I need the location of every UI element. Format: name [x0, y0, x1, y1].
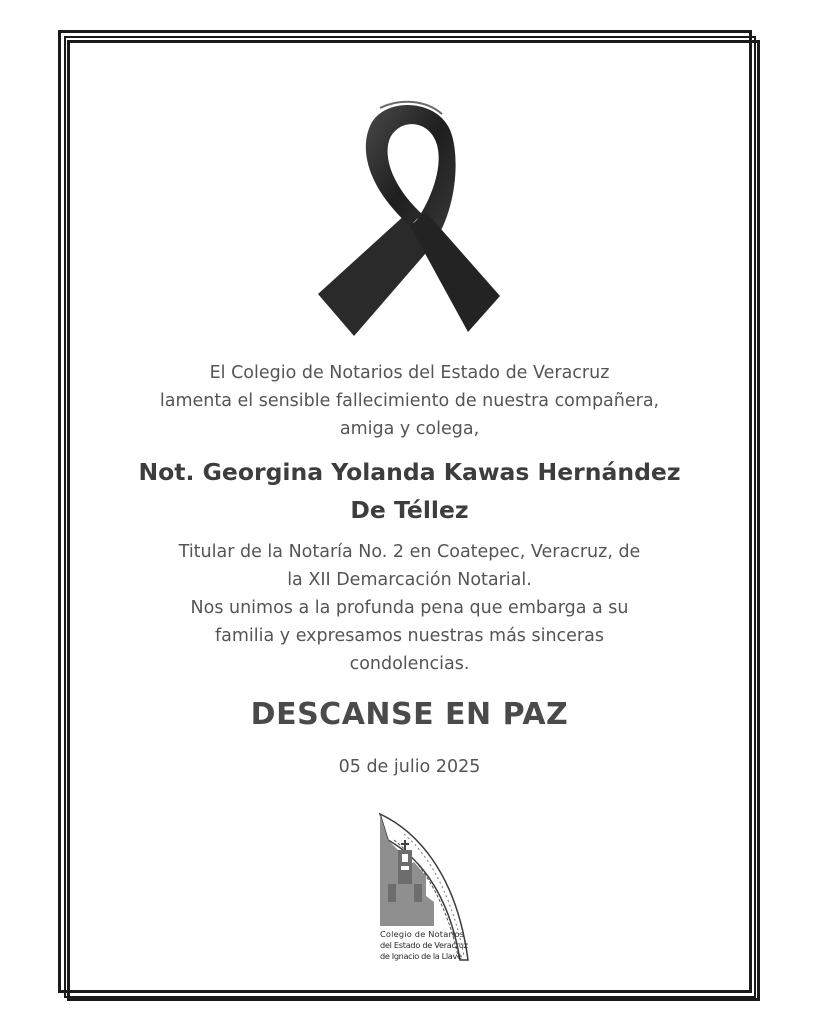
intro-line: lamenta el sensible fallecimiento de nuestra compañera,: [159, 391, 660, 411]
logo-text-line: del Estado de Veracruz: [380, 940, 468, 950]
intro-line: amiga y colega,: [339, 419, 480, 439]
body-line: Nos unimos a la profunda pena que embarga a su: [190, 598, 629, 618]
logo-text-line: Colegio de Notarios: [380, 929, 464, 939]
condolence-text: [80, 538, 739, 678]
body-line: familia y expresamos nuestras más sinceras: [215, 626, 604, 646]
rest-in-peace-heading: DESCANSE EN PAZ: [250, 697, 569, 732]
intro-line: El Colegio de Notarios del Estado de Veracruz: [209, 363, 610, 383]
intro-text: [80, 359, 739, 443]
date-text: 05 de julio 2025: [338, 757, 481, 777]
mourning-ribbon-icon: [310, 96, 510, 340]
body-line: Titular de la Notaría No. 2 en Coatepec, Veracruz, de: [178, 542, 641, 562]
deceased-name: [80, 453, 739, 529]
name-line: Not. Georgina Yolanda Kawas Hernández: [138, 458, 681, 486]
body-line: condolencias.: [349, 654, 470, 674]
logo-text-line: de Ignacio de la Llave: [380, 951, 462, 961]
notary-college-logo: [374, 810, 478, 982]
body-line: la XII Demarcación Notarial.: [287, 570, 532, 590]
name-line: De Téllez: [350, 496, 469, 524]
